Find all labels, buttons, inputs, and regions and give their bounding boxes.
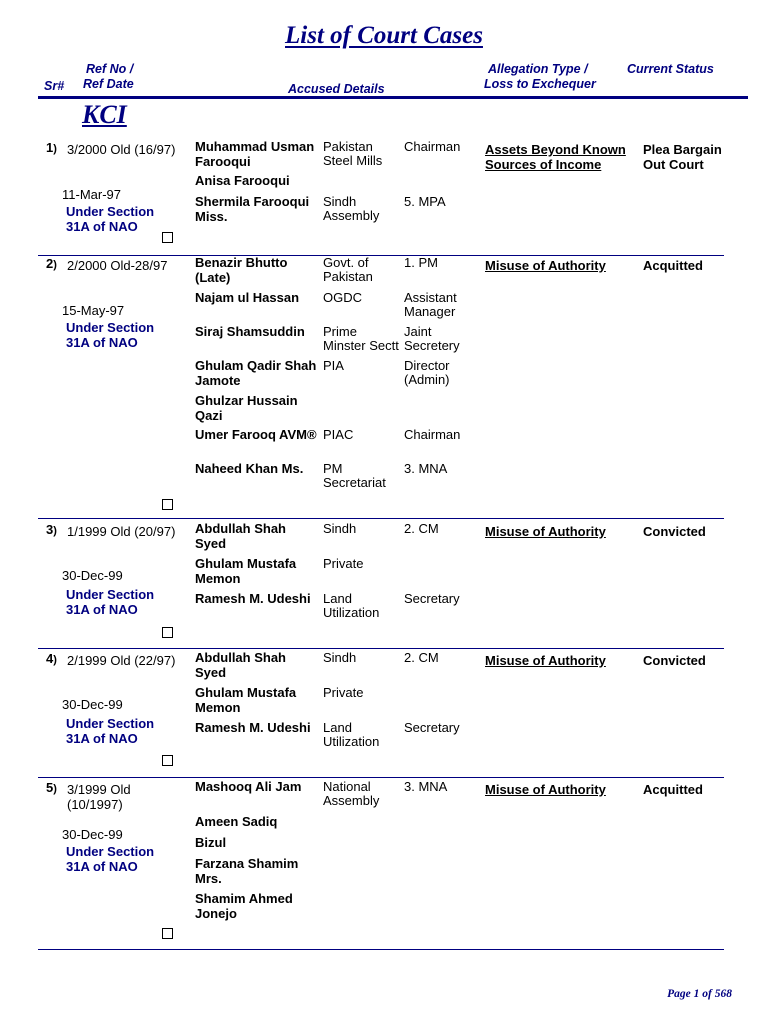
accused-organization: National Assembly — [323, 779, 380, 808]
accused-name: Ramesh M. Udeshi — [195, 720, 311, 735]
accused-organization: Sindh — [323, 650, 357, 665]
case-status: Plea Bargain Out Court — [643, 142, 722, 172]
accused-name: Ghulam Qadir Shah Jamote — [195, 358, 317, 388]
accused-organization: Private — [323, 685, 364, 700]
accused-name: Ghulam Mustafa Memon — [195, 556, 297, 586]
accused-name: Mashooq Ali Jam — [195, 779, 302, 794]
page-number: Page 1 of 568 — [667, 988, 732, 1000]
case-allegation: Misuse of Authority — [485, 524, 606, 539]
accused-name: Bizul — [195, 835, 227, 850]
case-status: Acquitted — [643, 258, 703, 273]
accused-name: Ameen Sadiq — [195, 814, 278, 829]
section-heading: KCI — [82, 100, 127, 129]
case-checkbox[interactable] — [162, 755, 173, 766]
header-ref-no: Ref No / — [86, 62, 134, 76]
header-sr: Sr# — [44, 79, 65, 93]
accused-name: Benazir Bhutto (Late) — [195, 255, 288, 285]
case-checkbox[interactable] — [162, 232, 173, 243]
case-allegation: Assets Beyond Known Sources of Income — [485, 142, 626, 172]
case-ref-date: 11-Mar-97 — [62, 187, 122, 202]
accused-designation: Chairman — [404, 139, 461, 154]
accused-designation: 5. MPA — [404, 194, 446, 209]
accused-name: Ramesh M. Udeshi — [195, 591, 311, 606]
accused-organization: PIA — [323, 358, 344, 373]
case-serial: 3) — [46, 522, 57, 537]
case-law-section: Under Section 31A of NAO — [66, 716, 155, 746]
header-loss: Loss to Exchequer — [484, 77, 596, 91]
header-status: Current Status — [627, 62, 714, 76]
header-ref-date: Ref Date — [83, 77, 134, 91]
accused-name: Ghulzar Hussain Qazi — [195, 393, 298, 423]
accused-organization: Land Utilization — [323, 591, 380, 620]
case-allegation: Misuse of Authority — [485, 653, 606, 668]
accused-name: Muhammad Usman Farooqui — [195, 139, 315, 169]
accused-designation: Jaint Secretery — [404, 324, 460, 353]
case-serial: 4) — [46, 651, 57, 666]
case-ref-date: 30-Dec-99 — [62, 827, 123, 842]
accused-name: Abdullah Shah Syed — [195, 650, 286, 680]
accused-organization: Private — [323, 556, 364, 571]
accused-name: Abdullah Shah Syed — [195, 521, 286, 551]
case-status: Acquitted — [643, 782, 703, 797]
case-ref-no: 2/1999 Old (22/97) — [67, 653, 176, 668]
case-ref-no: 3/1999 Old (10/1997) — [67, 782, 131, 812]
case-serial: 2) — [46, 256, 57, 271]
case-ref-date: 30-Dec-99 — [62, 697, 123, 712]
accused-organization: Pakistan Steel Mills — [323, 139, 383, 168]
case-law-section: Under Section 31A of NAO — [66, 587, 155, 617]
accused-designation: Chairman — [404, 427, 461, 442]
case-ref-no: 1/1999 Old (20/97) — [67, 524, 176, 539]
accused-designation: Assistant Manager — [404, 290, 457, 319]
case-serial: 5) — [46, 780, 57, 795]
accused-designation: 3. MNA — [404, 779, 448, 794]
accused-name: Shamim Ahmed Jonejo — [195, 891, 293, 921]
case-status: Convicted — [643, 524, 706, 539]
header-accused: Accused Details — [288, 82, 385, 96]
case-ref-no: 2/2000 Old-28/97 — [67, 258, 168, 273]
accused-organization: Govt. of Pakistan — [323, 255, 373, 284]
accused-name: Siraj Shamsuddin — [195, 324, 305, 339]
case-allegation: Misuse of Authority — [485, 258, 606, 273]
accused-name: Anisa Farooqui — [195, 173, 290, 188]
case-divider — [38, 648, 724, 649]
case-divider — [38, 518, 724, 519]
accused-organization: Sindh Assembly — [323, 194, 380, 223]
case-law-section: Under Section 31A of NAO — [66, 844, 155, 874]
case-serial: 1) — [46, 140, 57, 155]
page-title: List of Court Cases — [285, 22, 483, 49]
case-checkbox[interactable] — [162, 627, 173, 638]
accused-organization: PIAC — [323, 427, 354, 442]
accused-organization: Sindh — [323, 521, 357, 536]
accused-name: Shermila Farooqui Miss. — [195, 194, 310, 224]
accused-name: Farzana Shamim Mrs. — [195, 856, 299, 886]
accused-designation: 1. PM — [404, 255, 438, 270]
case-checkbox[interactable] — [162, 928, 173, 939]
case-ref-date: 15-May-97 — [62, 303, 125, 318]
case-status: Convicted — [643, 653, 706, 668]
case-law-section: Under Section 31A of NAO — [66, 204, 155, 234]
case-allegation: Misuse of Authority — [485, 782, 606, 797]
case-divider — [38, 777, 724, 778]
accused-name: Ghulam Mustafa Memon — [195, 685, 297, 715]
accused-designation: 3. MNA — [404, 461, 448, 476]
accused-designation: 2. CM — [404, 650, 439, 665]
accused-designation: Director (Admin) — [404, 358, 450, 387]
accused-designation: 2. CM — [404, 521, 439, 536]
accused-name: Najam ul Hassan — [195, 290, 300, 305]
accused-name: Naheed Khan Ms. — [195, 461, 304, 476]
accused-organization: Land Utilization — [323, 720, 380, 749]
case-divider — [38, 949, 724, 950]
case-ref-no: 3/2000 Old (16/97) — [67, 142, 176, 157]
case-ref-date: 30-Dec-99 — [62, 568, 123, 583]
case-checkbox[interactable] — [162, 499, 173, 510]
accused-designation: Secretary — [404, 591, 460, 606]
accused-organization: PM Secretariat — [323, 461, 386, 490]
header-allegation: Allegation Type / — [488, 62, 588, 76]
case-law-section: Under Section 31A of NAO — [66, 320, 155, 350]
accused-organization: Prime Minster Sectt — [323, 324, 399, 353]
accused-designation: Secretary — [404, 720, 460, 735]
accused-organization: OGDC — [323, 290, 362, 305]
header-divider — [38, 96, 748, 99]
accused-name: Umer Farooq AVM® — [195, 427, 317, 442]
